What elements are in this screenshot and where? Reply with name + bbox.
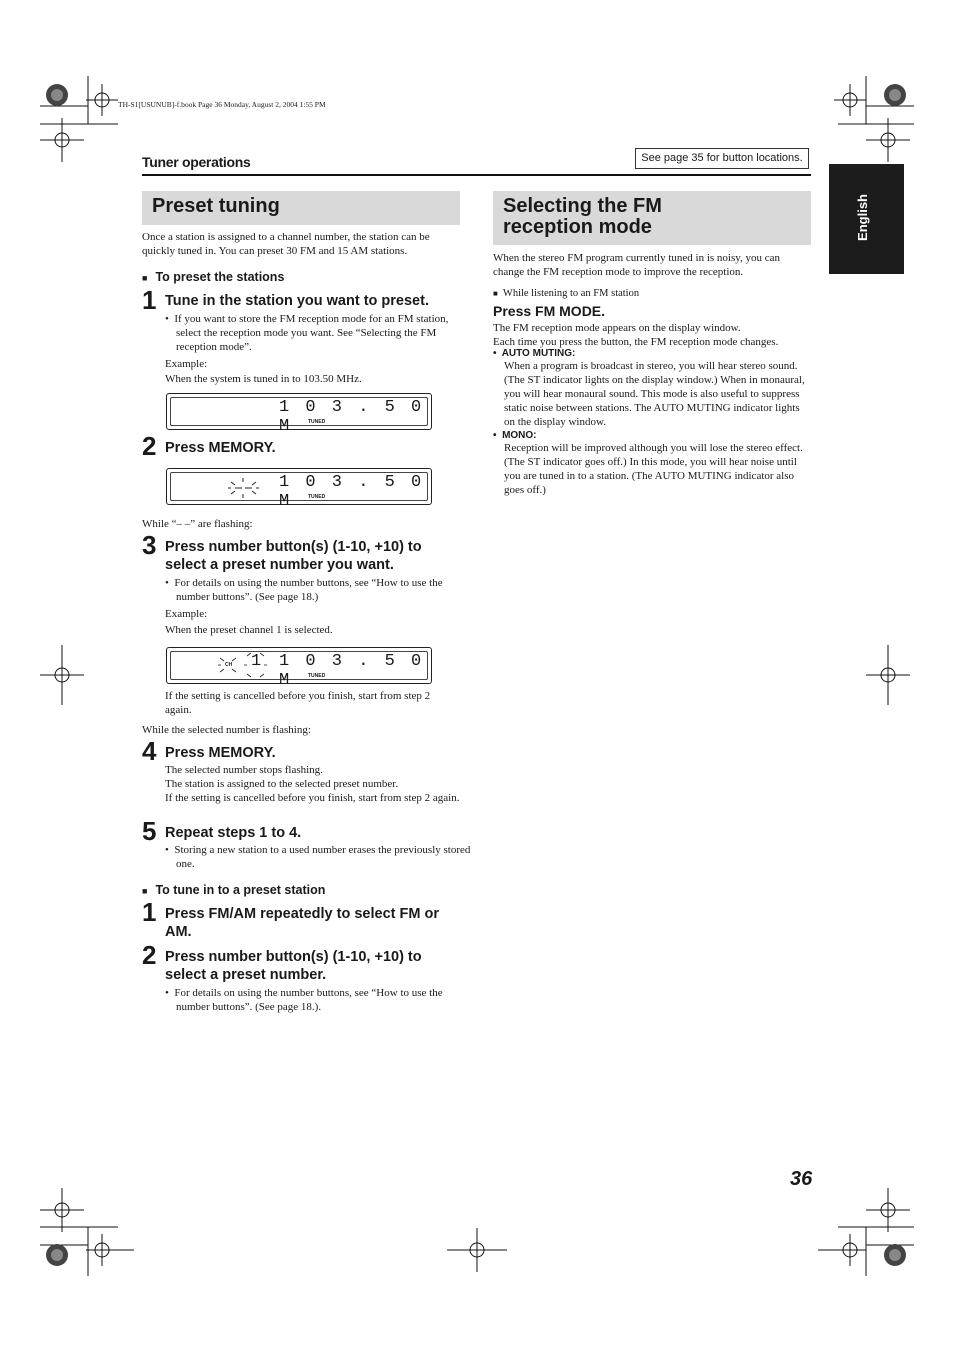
page-number: 36 [790,1168,813,1190]
mode-name: AUTO MUTING: [501,348,576,359]
step-number: 1 [142,285,157,315]
flashing-note: While “– –” are flashing: [142,518,253,530]
step-number: 5 [142,816,157,846]
fm-intro: When the stereo FM program currently tuned in is noisy, you can change the FM reception mode to improve the reception. [493,252,781,278]
heading-line: reception mode [503,216,652,238]
step-text: The selected number stops flashing. The station is assigned to the selected preset number. If the setting is cancelled before you finish, start from step 2 again. [165,764,460,804]
mode-desc: Reception will be improved although you will lose the stereo effect. (The ST indicator goes off.) In this mode, you will hear noise until you are tuned in to a station. (The AUTO MUTING indicator also goes off.) [504,442,803,496]
header-rule [142,174,811,176]
step-number: 2 [142,431,157,461]
subheading-tune: ■ To tune in to a preset station [142,883,326,897]
language-tab-label: English [855,194,870,241]
step-title: Press number button(s) (1-10, +10) to select a preset number you want. [165,539,422,573]
see-page-note: See page 35 for button locations. [635,148,809,169]
preset-tuning-heading [142,191,460,225]
heading-text: Preset tuning [152,195,280,217]
example-label: Example: [165,358,208,370]
frequency-readout: 1 0 3 . 5 0 M [279,652,425,690]
step-bullet: • If you want to store the FM reception mode for an FM station, select the reception mode you want. See “Selecting the FM reception mode”. [165,313,449,353]
tuned-indicator: TUNED [308,419,326,425]
example-text: When the preset channel 1 is selected. [165,624,333,636]
step-number: 1 [142,897,157,927]
fm-desc: The FM reception mode appears on the display window. Each time you press the button, the FM reception mode changes. [493,322,779,348]
mode-item: • AUTO MUTING: When a program is broadcast in stereo, you will hear stereo sound. (The ST indicator lights on the display window.) When in monaural, you will hear monaural sound. This mode is also useful to suppress static noise between stations. The AUTO MUTING indicator lights on the display window. [493,348,811,429]
example-label: Example: [165,608,208,620]
step-title: Repeat steps 1 to 4. [165,825,302,841]
subheading-text: To tune in to a preset station [155,883,326,897]
step-title: Press number button(s) (1-10, +10) to select a preset number. [165,949,422,983]
step-number: 3 [142,530,157,560]
channel-number: 1 [251,652,265,671]
flashing-indicator-icon [227,477,267,499]
step-bullet: • For details on using the number buttons, see “How to use the number buttons”. (See page 18.). [165,987,443,1013]
step-title: Press MEMORY. [165,440,276,456]
step-title: Press MEMORY. [165,745,276,761]
mode-name: MONO: [502,430,537,441]
section-label: Tuner operations [142,154,251,170]
mode-item: • MONO: Reception will be improved although you will lose the stereo effect. (The ST indicator goes off.) In this mode, you will hear noise until you are tuned in to a station. (The AUTO MUTING indicator also goes off.) [493,430,811,497]
step-number: 4 [142,736,157,766]
tuned-indicator: TUNED [308,494,326,500]
display-window [166,647,432,690]
file-info: TH-S1[USUNUB]-f.book Page 36 Monday, August 2, 2004 1:55 PM [118,100,326,109]
step-bullet: • For details on using the number buttons, see “How to use the number buttons”. (See page 18.) [165,577,443,603]
fm-reception-heading [493,191,811,245]
step-bullet: • Storing a new station to a used number erases the previously stored one. [165,844,471,870]
mode-desc: When a program is broadcast in stereo, you will hear stereo sound. (The ST indicator lights on the display window.) When in monaural, you will hear monaural sound. This mode is also useful to suppress static noise between stations. The AUTO MUTING indicator lights on the display window. [504,360,805,428]
step-title: Tune in the station you want to preset. [165,293,429,309]
display-window [166,393,432,436]
step-number: 2 [142,940,157,970]
heading-line: Selecting the FM [503,195,662,217]
intro-paragraph: Once a station is assigned to a channel number, the station can be quickly tuned in. You can preset 30 FM and 15 AM stations. [142,231,430,257]
cancel-note: If the setting is cancelled before you finish, start from step 2 again. [165,690,431,716]
step-title: Press FM/AM repeatedly to select FM or AM. [165,906,439,940]
language-tab [829,164,904,274]
fm-condition: ■ While listening to an FM station [493,288,640,299]
example-text: When the system is tuned in to 103.50 MHz. [165,373,362,385]
subheading-preset: ■ To preset the stations [142,270,285,284]
frequency-readout: 1 0 3 . 5 0 M [279,473,425,511]
tuned-indicator: TUNED [308,673,326,679]
flashing-note: While the selected number is flashing: [142,724,311,736]
channel-label: CH [225,662,233,668]
frequency-readout: 1 0 3 . 5 0 M [279,398,425,436]
subheading-text: To preset the stations [155,270,285,284]
display-window [166,468,432,511]
press-fm-mode: Press FM MODE. [493,303,606,319]
